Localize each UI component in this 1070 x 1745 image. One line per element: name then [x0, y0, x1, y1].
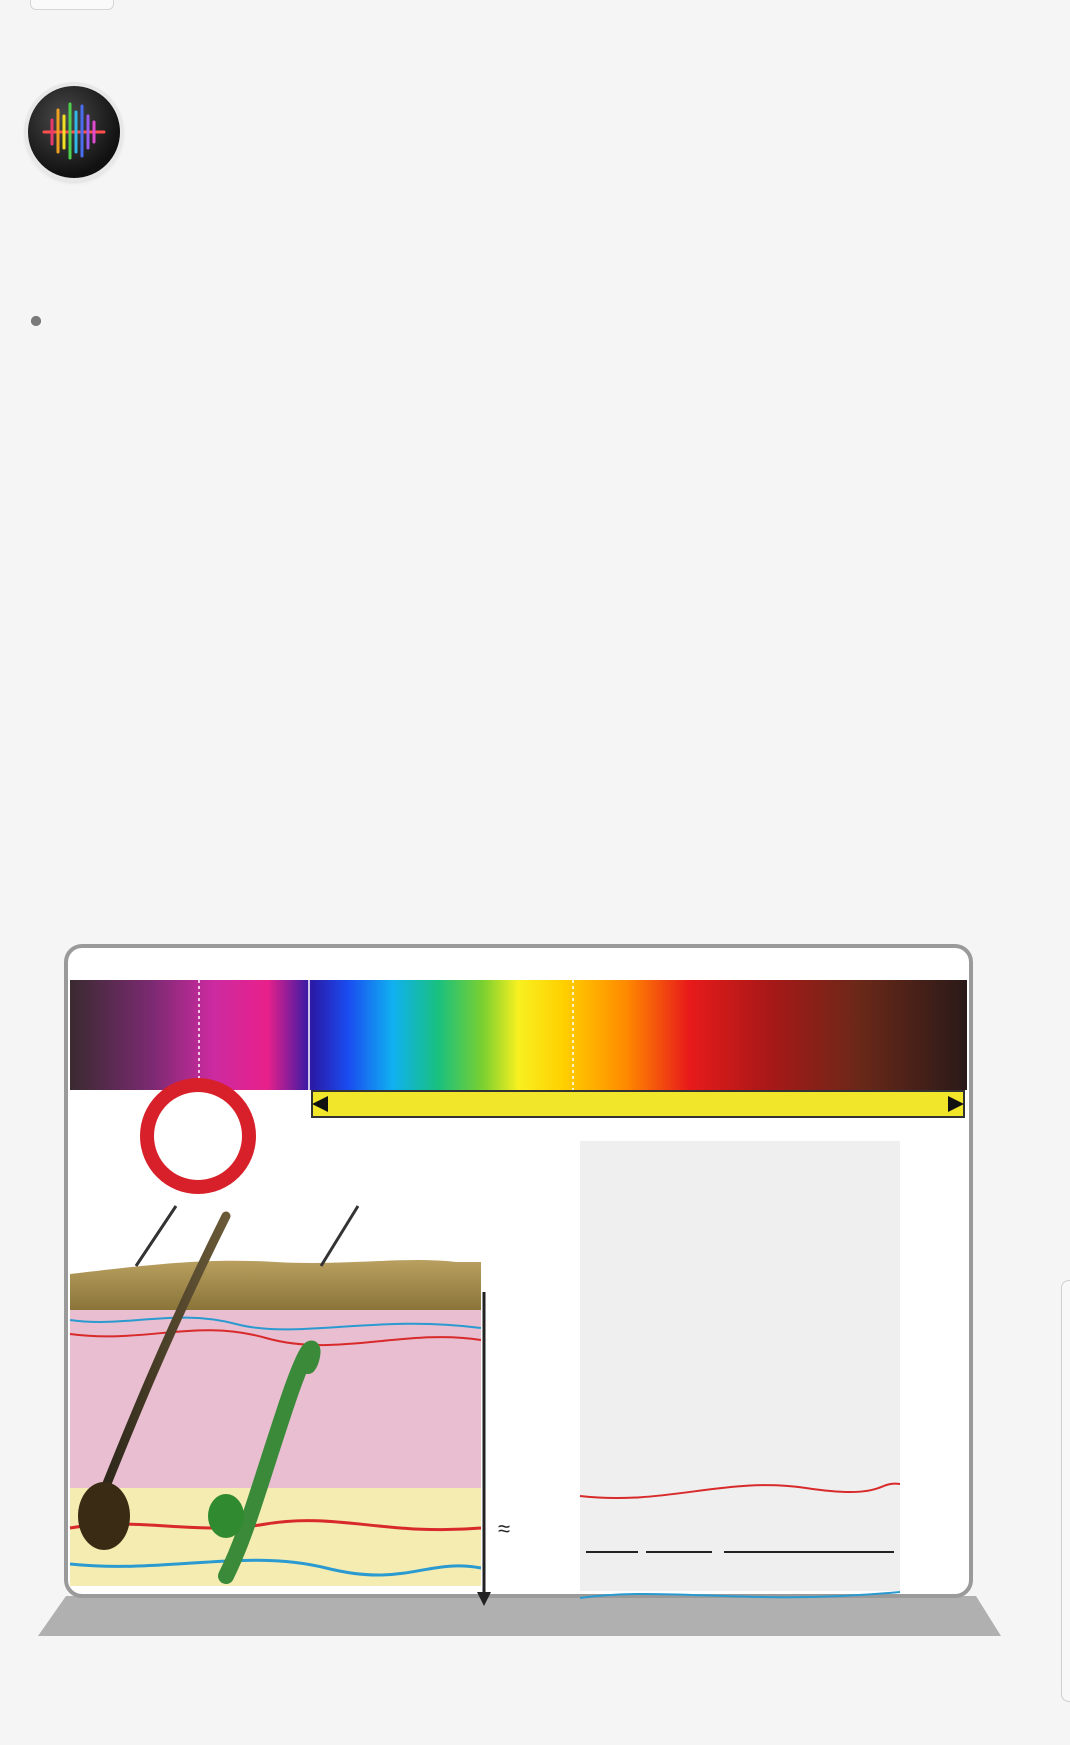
- depth-scale: [477, 1292, 521, 1606]
- scrollbar[interactable]: [1061, 1280, 1070, 1702]
- wavelength-infographic: [26, 936, 1016, 1676]
- scale-break-mark: ≈: [498, 1516, 511, 1541]
- bioptron-range-bar: [312, 1091, 964, 1117]
- hair-bulb: [78, 1482, 130, 1550]
- top-tab: [30, 0, 114, 10]
- spectrum-bar: [70, 980, 967, 1090]
- spectrum-icon: [28, 86, 120, 178]
- no-uv-seal: [140, 1078, 256, 1194]
- page-title: [144, 28, 924, 172]
- skin-surface-layer: [70, 1260, 481, 1310]
- wavelength-panel: [580, 1141, 900, 1591]
- figure-base: [38, 1596, 1001, 1636]
- gland-bulb: [208, 1494, 244, 1538]
